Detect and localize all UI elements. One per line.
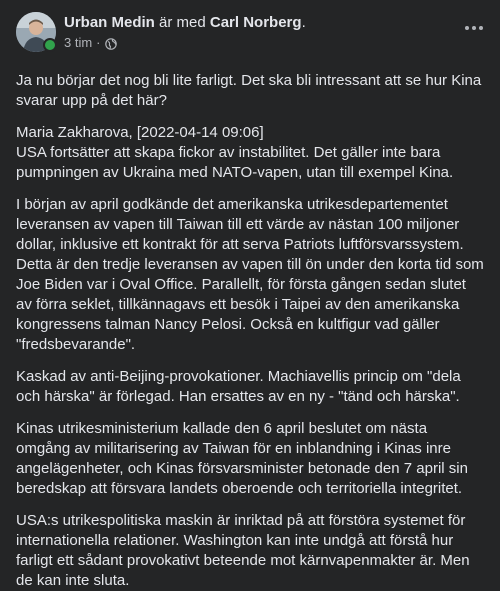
post-meta — [64, 12, 460, 52]
post-paragraph-2: I början av april godkände det amerikanska utrikesdepartementet leveransen av vapen till Taiwan till ett värde av nästan 100 miljoner dollar, inklusive ett kontrakt för att serva Patriots luftförsvarssystem. Detta är den tredje leveransen av vapen till ön under den korta tid som Joe Biden var i Oval Office. Parallellt, för första gången sedan slutet av förra seklet, tillkännagavs ett besök i Taipei av den amerikanska kongressens talman Nancy Pelosi. Också en kultfigur vad gäller "fredsbevarande". — [16, 196, 484, 353]
post-paragraph-0: Ja nu börjar det nog bli lite farligt. Det ska bli intressant att se hur Kina svarar upp på det här? — [16, 72, 482, 109]
online-status-dot — [43, 38, 57, 52]
tagged-person-name[interactable]: Carl Norberg — [209, 14, 302, 31]
author-line — [64, 13, 460, 33]
author-name[interactable]: Urban Medin — [64, 14, 155, 31]
more-horizontal-icon — [464, 25, 484, 31]
post-paragraph-4: Kinas utrikesministerium kallade den 6 april beslutet om nästa omgång av militarisering av Taiwan för en inblandning i Kinas inre angelägenheter, och Kinas försvarsminister betonade den 7 april sin beredskap att försvara landets oberoende och territoriella integritet. — [16, 420, 468, 497]
post-subline — [64, 34, 460, 52]
post-content — [16, 71, 484, 591]
separator-dot: · — [96, 35, 101, 50]
author-avatar-wrap[interactable] — [16, 12, 56, 52]
globe-icon[interactable] — [105, 37, 117, 49]
post-header — [16, 12, 484, 56]
post-paragraph-1: Maria Zakharova, [2022-04-14 09:06] USA fortsätter att skapa fickor av instabilitet. Det gäller inte bara pumpningen av Ukraina med NATO-vapen, utan till exempel Kina. — [16, 124, 454, 181]
more-options-button[interactable] — [460, 14, 488, 42]
post-timestamp[interactable]: 3 tim — [64, 35, 93, 50]
post-paragraph-3: Kaskad av anti-Beijing-provokationer. Machiavellis princip om "dela och härska" är förlegad. Han ersattes av en ny - "tänd och härska". — [16, 368, 461, 405]
with-text: är med — [154, 14, 210, 31]
tagged-suffix: . — [301, 14, 306, 31]
post-paragraph-5: USA:s utrikespolitiska maskin är inriktad på att förstöra systemet för internationella relationer. Washington kan inte undgå att förstå hur farligt ett sådant provokativt beteende mot kärnvapenmakter är. Men de kan inte sluta. — [16, 512, 470, 589]
